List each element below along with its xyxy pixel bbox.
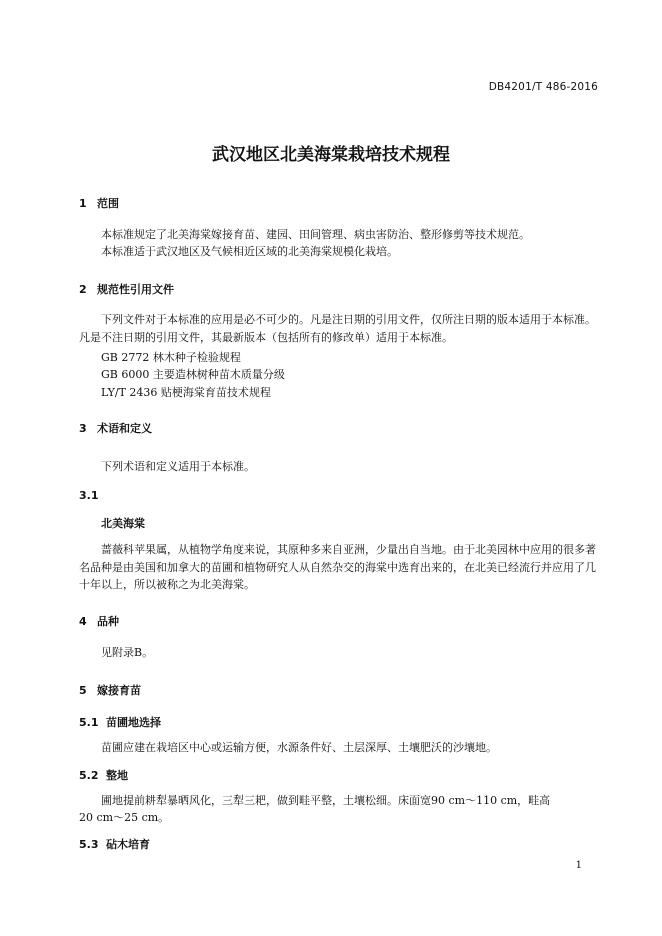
section-5-1-paragraph-1: 苗圃应建在栽培区中心或运输方便，水源条件好、土层深厚、土壤肥沃的沙壤地。 (101, 741, 497, 754)
section-number: 4 (79, 615, 87, 628)
section-title: 嫁接育苗 (97, 684, 141, 697)
reference-item: GB 6000 主要造林树种苗木质量分级 (101, 368, 285, 381)
section-5-3-heading (79, 836, 150, 852)
section-2-heading (79, 281, 174, 297)
section-5-1-heading (79, 714, 161, 730)
section-number: 3 (79, 422, 87, 435)
section-number: 5.2 (79, 769, 99, 782)
section-1-paragraph-2: 本标准适于武汉地区及气候相近区域的北美海棠规模化栽培。 (101, 245, 398, 258)
section-title: 术语和定义 (97, 422, 152, 435)
reference-item: GB 2772 林木种子检验规程 (101, 351, 241, 364)
section-5-2-heading (79, 767, 128, 783)
reference-item: LY/T 2436 贴梗海棠育苗技术规程 (101, 386, 271, 399)
section-title: 规范性引用文件 (97, 283, 174, 296)
section-5-2-paragraph-line-1: 圃地提前耕犁暴晒风化，三犁三耙，做到畦平整，土壤松细。床面宽90 cm～110 cm，畦高 (101, 794, 551, 807)
section-number: 2 (79, 283, 87, 296)
section-title: 品种 (97, 615, 119, 628)
section-5-2-paragraph-line-2: 20 cm～25 cm。 (79, 811, 170, 824)
section-1-paragraph-1: 本标准规定了北美海棠嫁接育苗、建园、田间管理、病虫害防治、整形修剪等技术规范。 (101, 228, 530, 241)
section-4-heading (79, 613, 119, 629)
section-title: 砧木培育 (106, 838, 150, 851)
section-title: 范围 (97, 197, 119, 210)
section-3-1-number: 3.1 (79, 489, 99, 502)
section-number: 5.1 (79, 716, 99, 729)
section-3-1-paragraph-1: 蔷薇科苹果属，从植物学角度来说，其原种多来自亚洲，少量出自当地。由于北美园林中应用的很多著名品种是由美国和加拿大的苗圃和植物研究人从自然杂交的海棠中选育出来的，在北美已经流行并应用了几十年以上，所以被称之为北美海棠。 (79, 543, 596, 591)
page-number: 1 (575, 860, 582, 871)
section-number: 5 (79, 684, 87, 697)
section-2-paragraph-1: 下列文件对于本标准的应用是必不可少的。凡是注日期的引用文件，仅所注日期的版本适用于本标准。凡是不注日期的引用文件，其最新版本（包括所有的修改单）适用于本标准。 (79, 313, 596, 344)
section-number: 1 (79, 197, 87, 210)
section-1-heading (79, 195, 119, 211)
section-4-paragraph-1: 见附录B。 (101, 646, 154, 659)
document-number: DB4201/T 486-2016 (488, 81, 598, 93)
document-title: 武汉地区北美海棠栽培技术规程 (212, 145, 450, 165)
section-title: 苗圃地选择 (106, 716, 161, 729)
term-title: 北美海棠 (101, 517, 145, 530)
section-3-paragraph-1: 下列术语和定义适用于本标准。 (101, 460, 255, 473)
section-title: 整地 (106, 769, 128, 782)
section-number: 5.3 (79, 838, 99, 851)
section-3-heading (79, 420, 152, 436)
section-5-heading (79, 682, 141, 698)
